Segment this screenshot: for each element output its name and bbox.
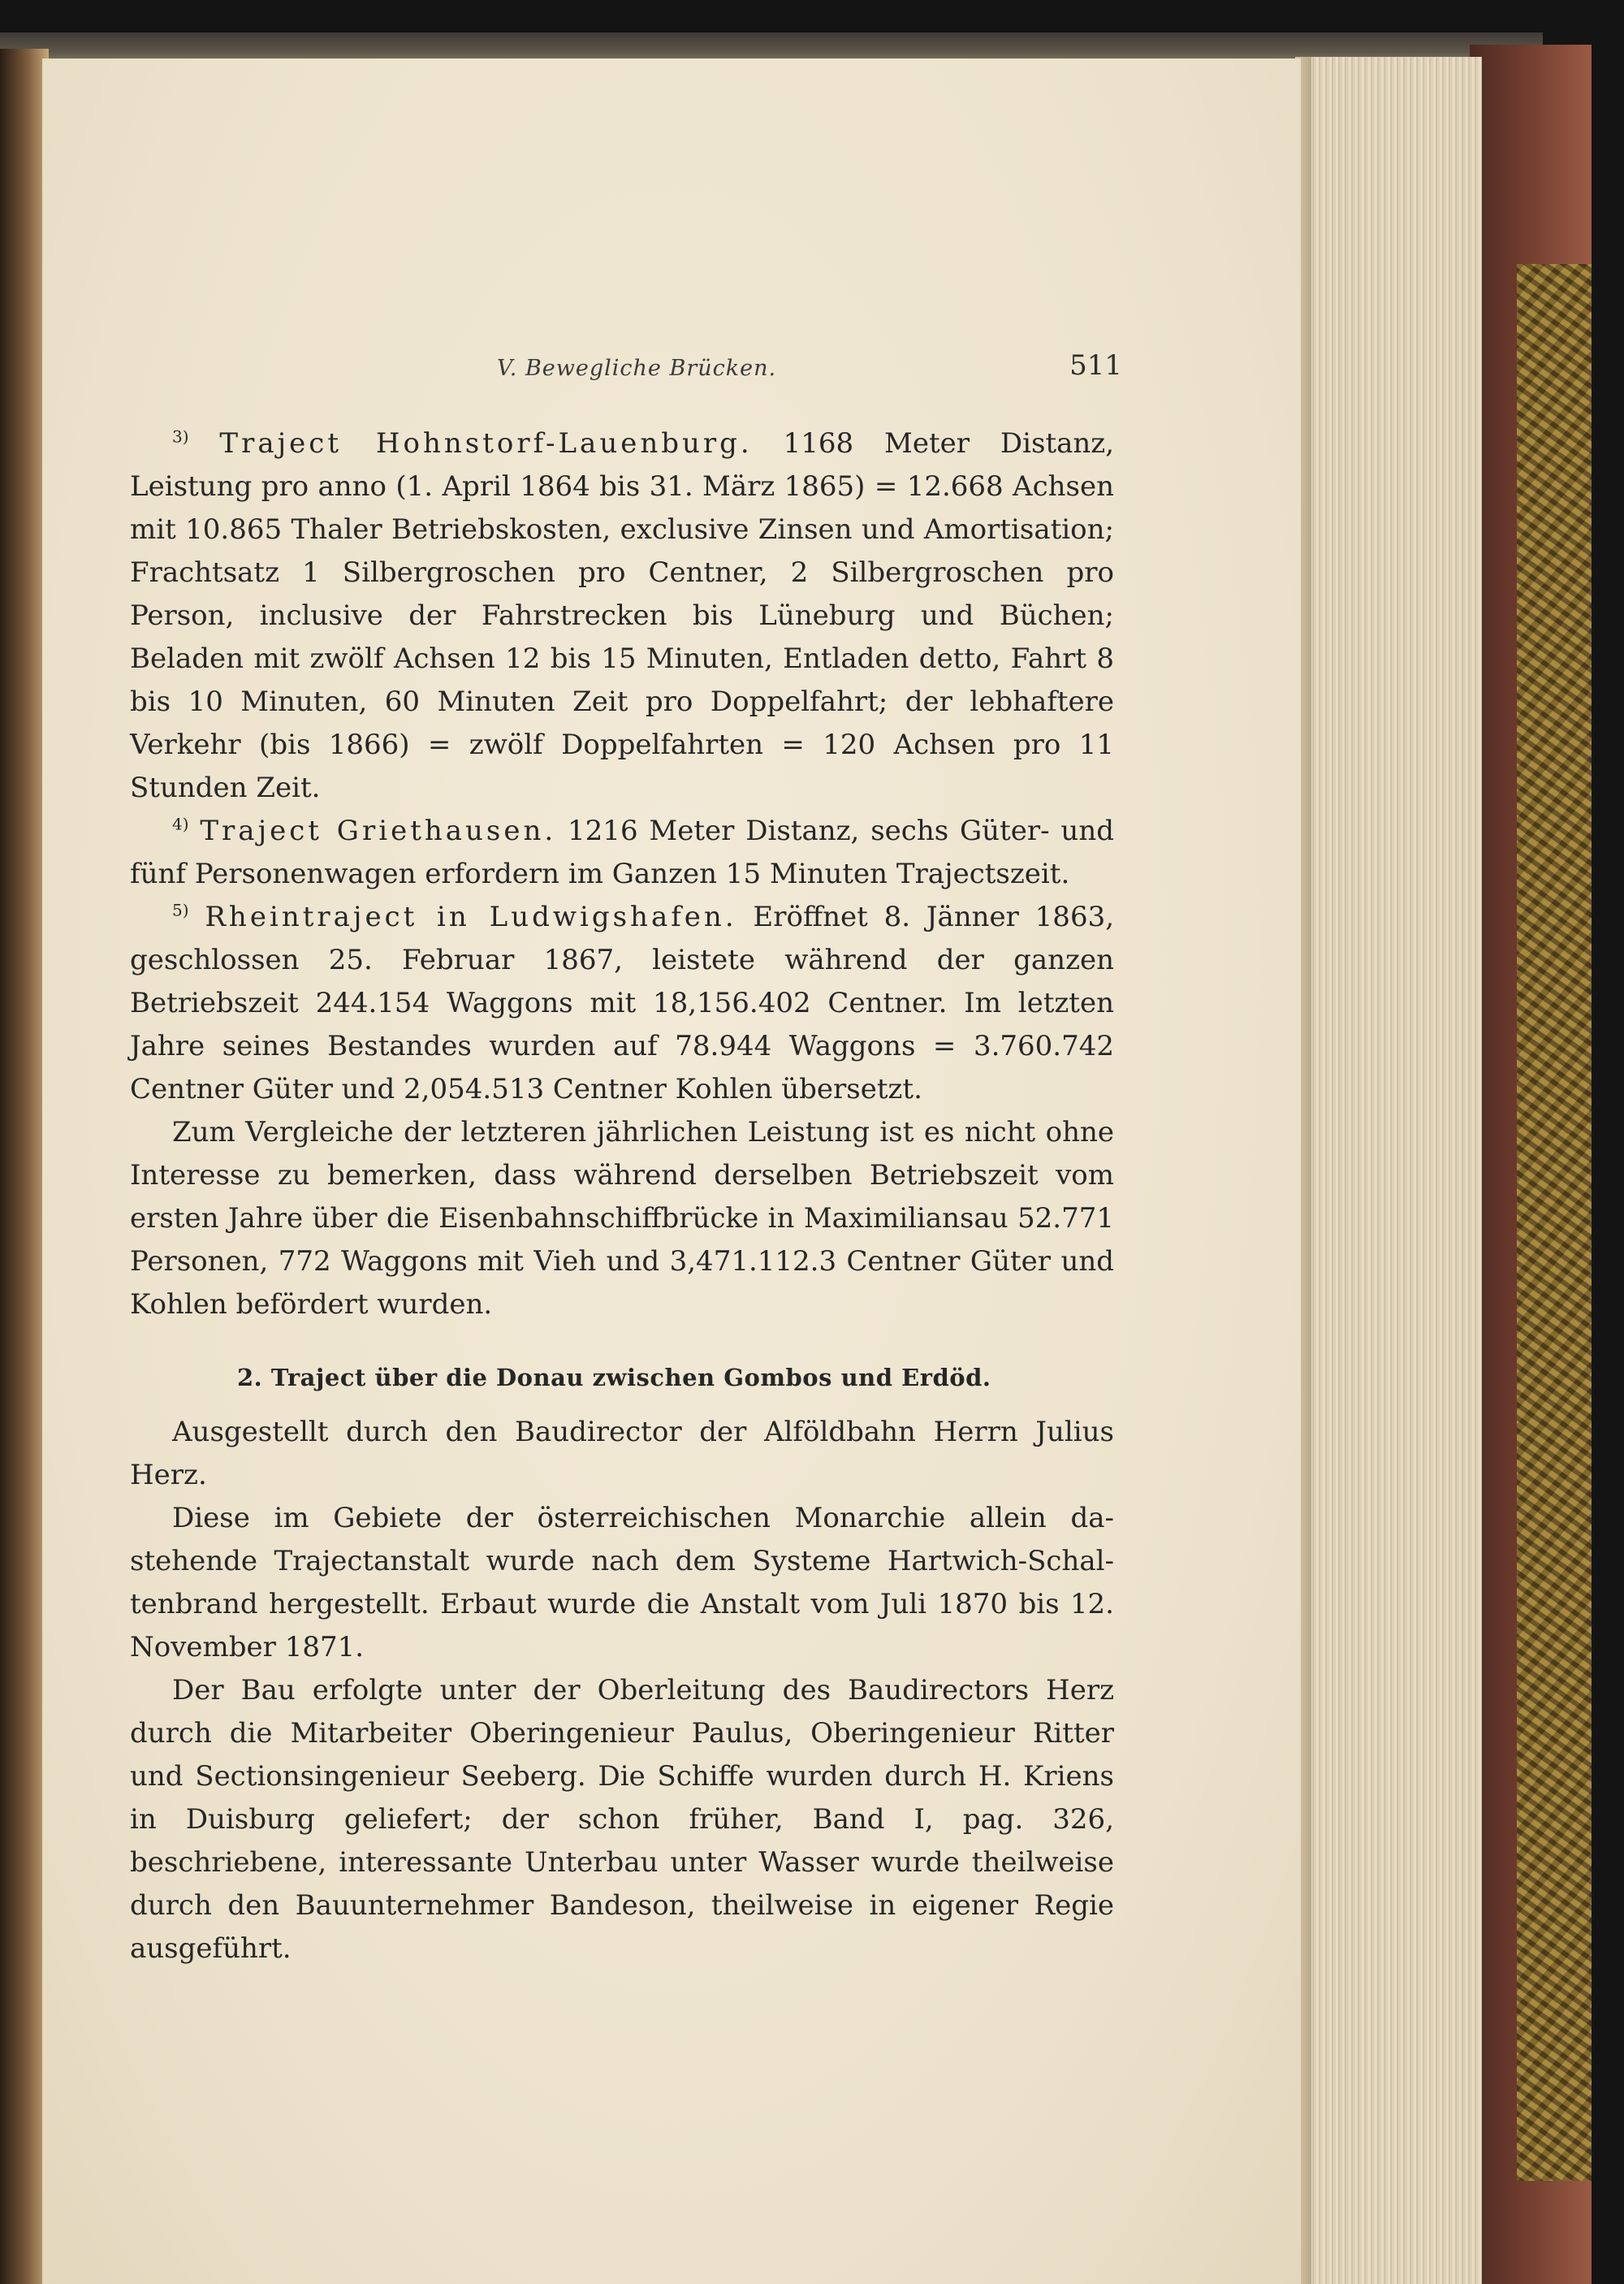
book-page [42,58,1301,2284]
footnote-mark: 5) [172,900,189,920]
footnote-3 [130,422,1114,810]
footnote-mark: 4) [172,814,189,834]
footnote-mark: 3) [172,426,189,447]
footnote-5 [130,896,1114,1111]
construction-paragraph: Der Bau erfolgte unter der Oberleitung des Baudirectors Herz durch die Mitarbeiter Oberingenieur Paulus, Oberingenieur Ritter und Sectionsingenieur Seeberg. Die Schiffe wurden durch H. Kriens in Duisburg geliefert; der schon früher, Band I, pag. 326, beschriebene, interessante Unterbau unter Wasser wurde theilweise durch den Bauunternehmer Bandeson, theilweise in eigener Regie ausgeführt. [130,1674,1114,1965]
footnote-4 [130,810,1114,896]
page-number: 511 [1069,349,1122,382]
exhibited-paragraph: Ausgestellt durch den Baudirector der Alföldbahn Herrn Julius Herz. [130,1416,1114,1491]
body-text [130,422,1114,1970]
traject-name: Rheintraject in Ludwigshafen. [205,901,737,933]
footnote-text: 1168 Meter Distanz, Leistung pro anno (1. April 1864 bis 31. März 1865) = 12.668 Achsen mit 10.865 Thaler Betriebskosten, exclusive Zinsen und Amortisation; Frachtsatz 1 Silbergroschen pro Centner, 2 Silbergroschen pro Person, inclusive der Fahrstrecken bis Lüneburg und Büchen; Beladen mit zwölf Achsen 12 bis 15 Minuten, Entladen detto, Fahrt 8 bis 10 Minuten, 60 Minuten Zeit pro Doppelfahrt; der lebhaftere Verkehr (bis 1866) = zwölf Doppelfahrten = 120 Achsen pro 11 Stunden Zeit. [130,427,1114,804]
traject-name: Traject Hohnstorf-Lauenburg. [219,427,753,460]
page-header [497,349,1122,390]
footnote-text: Eröffnet 8. Jänner 1863, geschlossen 25. Februar 1867, leistete während der ganzen Betriebszeit 244.154 Waggons mit 18,156.402 Centner. Im letzten Jahre seines Bestandes wurden auf 78.944 Waggons = 3.760.742 Centner Güter und 2,054.513 Centner Kohlen übersetzt. [130,901,1115,1105]
page-edges [1303,57,1482,2284]
section-heading: 2. Traject über die Donau zwischen Gombos und Erdöd. [237,1364,991,1391]
comparison-paragraph: Zum Vergleiche der letzteren jährlichen Leistung ist es nicht ohne Interesse zu bemerken, dass während derselben Betriebszeit vom ersten Jahre über die Eisenbahnschiffbrücke in Maximiliansau 52.771 Personen, 772 Waggons mit Vieh und 3,471.112.3 Centner Güter und Kohlen befördert wurden. [130,1116,1114,1321]
description-paragraph: Diese im Gebiete der österreichischen Monarchie allein dastehende Trajectanstalt wurde nach dem Systeme Hartwich-Schaltenbrand hergestellt. Erbaut wurde die Anstalt vom Juli 1870 bis 12. November 1871. [130,1502,1114,1663]
marbled-edge [1517,264,1592,2181]
book-cover-left [0,49,49,2284]
running-title: V. Bewegliche Brücken. [497,356,777,381]
footnote-text: 1216 Meter Distanz, sechs Güter- und fünf Personenwagen erfordern im Ganzen 15 Minuten Trajectszeit. [130,815,1114,890]
traject-name: Traject Griethausen. [200,815,557,847]
